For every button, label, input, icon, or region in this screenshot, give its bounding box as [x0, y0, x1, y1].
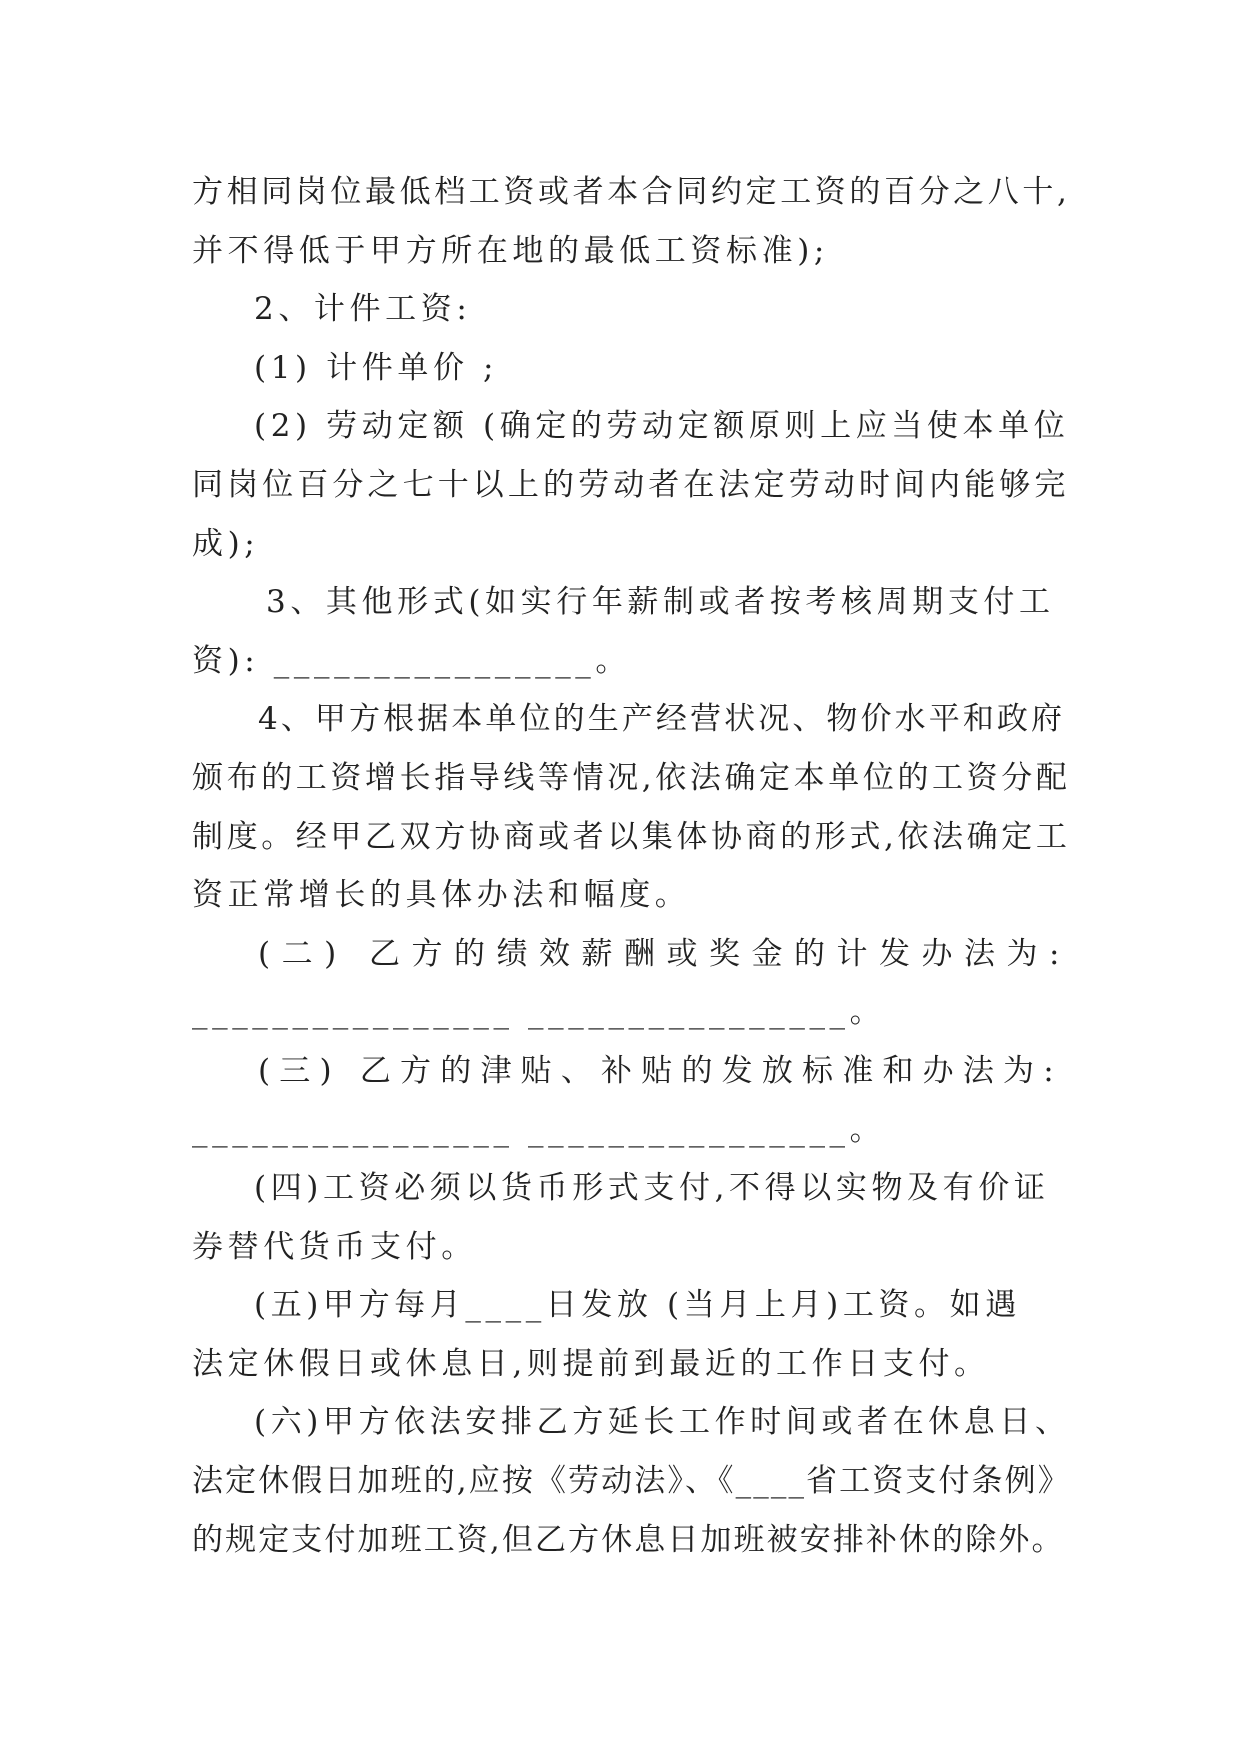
text-line: 并不得低于甲方所在地的最低工资标准);	[192, 232, 829, 269]
text-line: 颁布的工资增长指导线等情况,依法确定本单位的工资分配	[192, 759, 1071, 796]
text-line: 同岗位百分之七十以上的劳动者在法定劳动时间内能够完	[192, 466, 1070, 503]
text-line: 券替代货币支付。	[192, 1228, 477, 1265]
text-line: (四)工资必须以货币形式支付,不得以实物及有价证	[254, 1170, 1050, 1207]
text-line: (六)甲方依法安排乙方延长工作时间或者在休息日、	[254, 1404, 1071, 1441]
text-line: (二) 乙方的绩效薪酬或奖金的计发办法为:	[258, 935, 1071, 972]
text-line: 成);	[192, 525, 260, 562]
text-line: (2) 劳动定额 (确定的劳动定额原则上应当使本单位	[254, 408, 1070, 445]
text-line: ________________ ________________。	[192, 994, 886, 1031]
text-line: 制度。经甲乙双方协商或者以集体协商的形式,依法确定工	[192, 818, 1071, 855]
text-line: ________________ ________________。	[192, 1111, 886, 1148]
text-line: 2、计件工资:	[254, 291, 472, 328]
text-line: 法定休假日加班的,应按《劳动法》、《____省工资支付条例》	[192, 1463, 1071, 1500]
text-line: 4、甲方根据本单位的生产经营状况、物价水平和政府	[258, 701, 1066, 738]
text-line: 资正常增长的具体办法和幅度。	[192, 877, 691, 914]
text-line: 3、其他形式(如实行年薪制或者按考核周期支付工	[266, 584, 1055, 621]
text-line: (1) 计件单价 ;	[254, 349, 499, 386]
contract-body	[192, 163, 1072, 1569]
text-line: 方相同岗位最低档工资或者本合同约定工资的百分之八十,	[192, 174, 1071, 210]
text-line: 资): ________________。	[192, 642, 631, 679]
text-line: 的规定支付加班工资,但乙方休息日加班被安排补休的除外。	[192, 1521, 1065, 1558]
text-line: (三) 乙方的津贴、补贴的发放标准和办法为:	[258, 1052, 1063, 1089]
text-line: (五)甲方每月____日发放 (当月上月)工资。如遇	[254, 1287, 1021, 1324]
text-line: 法定休假日或休息日,则提前到最近的工作日支付。	[192, 1345, 990, 1382]
